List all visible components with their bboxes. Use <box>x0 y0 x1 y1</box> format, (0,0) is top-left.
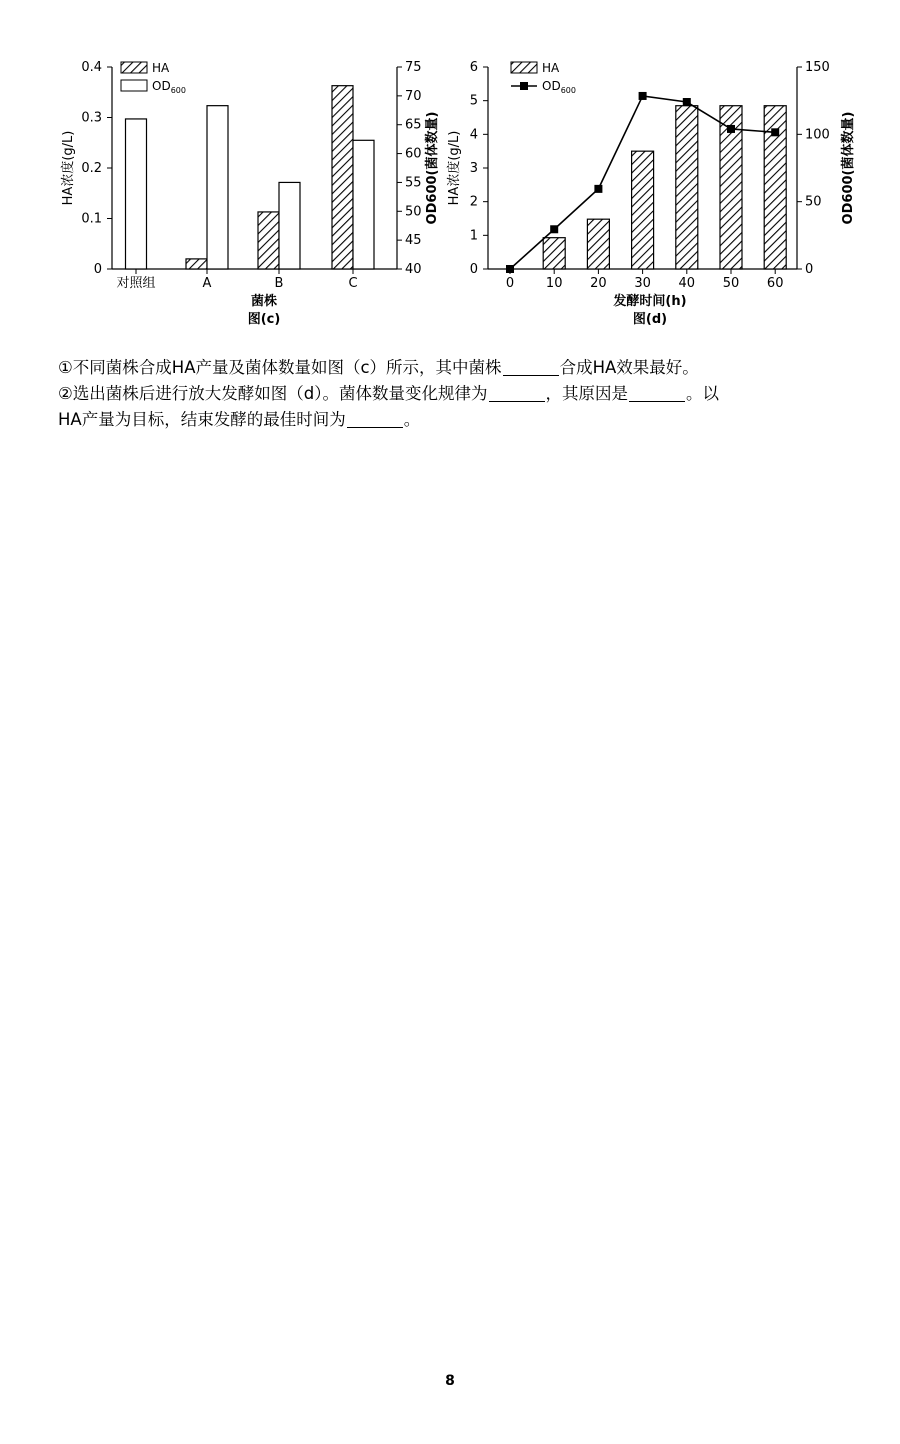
bar-ha <box>676 106 698 269</box>
legend-swatch-ha <box>121 62 147 73</box>
chart-d <box>440 50 860 340</box>
q2-text-end: 。以 <box>686 384 720 403</box>
bar-od600 <box>207 106 228 269</box>
y-tick-label-left: 0.3 <box>81 110 102 126</box>
q1-text-before: ①不同菌株合成HA产量及菌体数量如图（c）所示，其中菌株 <box>58 358 502 377</box>
x-axis-title: 发酵时间(h) <box>613 294 687 309</box>
q3-text-after: 。 <box>403 410 421 429</box>
y-tick-label-left: 4 <box>469 127 478 143</box>
y-tick-label-right: 50 <box>805 194 822 210</box>
bar-ha <box>186 259 207 269</box>
y-tick-label-right: 55 <box>405 175 422 191</box>
y-tick-label-left: 0.1 <box>81 211 102 227</box>
x-tick-label: 50 <box>722 276 740 291</box>
y-axis-title-left: HA浓度(g/L) <box>61 130 76 206</box>
y-tick-label-right: 150 <box>805 60 830 75</box>
legend-label-ha: HA <box>542 61 560 75</box>
chart-c-svg <box>0 50 450 340</box>
bar-ha <box>632 151 654 269</box>
bar-ha <box>587 219 609 269</box>
page-number: 8 <box>445 1373 455 1389</box>
y-axis-title-left: HA浓度(g/L) <box>447 130 462 206</box>
chart-d-svg <box>440 50 860 340</box>
y-tick-label-right: 60 <box>405 146 422 162</box>
x-tick-label: 30 <box>634 276 651 291</box>
x-tick-label: A <box>202 276 212 291</box>
y-tick-label-right: 70 <box>405 88 422 104</box>
point-od600 <box>550 225 558 233</box>
x-tick-label: 0 <box>505 276 515 291</box>
y-tick-label-left: 6 <box>469 60 478 75</box>
y-tick-label-left: 2 <box>469 194 478 210</box>
y-tick-label-left: 1 <box>469 228 478 244</box>
question-line-2 <box>58 381 858 407</box>
x-tick-label: 20 <box>590 276 607 291</box>
answer-blank-4[interactable] <box>347 409 403 428</box>
question-text <box>58 355 858 433</box>
q2-text-before: ②选出菌株后进行放大发酵如图（d）。菌体数量变化规律为 <box>58 384 488 403</box>
y-tick-label-right: 40 <box>405 262 422 277</box>
legend-label-od600: $OD_{600}$ <box>542 79 576 95</box>
legend-swatch-od600-marker <box>520 82 528 90</box>
x-tick-label: 60 <box>766 276 784 291</box>
bar-od600 <box>353 140 374 269</box>
y-tick-label-right: 50 <box>405 204 422 220</box>
point-od600 <box>594 185 602 193</box>
chart-c <box>0 50 450 340</box>
y-tick-label-left: 0.2 <box>81 161 102 176</box>
y-tick-label-right: 0 <box>805 262 814 277</box>
x-tick-label: 10 <box>545 276 563 291</box>
chart-caption: 图(c) <box>247 312 281 327</box>
point-od600 <box>683 98 691 106</box>
x-tick-label: C <box>348 276 358 291</box>
x-tick-label: 40 <box>678 276 696 291</box>
point-od600 <box>639 92 647 100</box>
point-od600 <box>771 128 779 136</box>
question-line-1 <box>58 355 858 381</box>
y-tick-label-right: 75 <box>405 60 422 75</box>
answer-blank-3[interactable] <box>629 383 685 402</box>
y-tick-label-left: 5 <box>469 93 478 109</box>
legend-label-od600-sub: 600 <box>170 86 186 95</box>
y-axis-title-right: OD600(菌体数量) <box>841 111 856 225</box>
x-tick-label: B <box>274 276 284 291</box>
point-od600 <box>727 125 735 133</box>
question-line-3 <box>58 407 858 433</box>
y-tick-label-left: 3 <box>469 161 478 176</box>
legend-swatch-od600 <box>121 80 147 91</box>
legend-swatch-ha <box>511 62 537 73</box>
answer-blank-1[interactable] <box>503 357 559 376</box>
y-tick-label-right: 65 <box>405 117 422 133</box>
y-tick-label-left: 0 <box>469 262 478 277</box>
chart-caption: 图(d) <box>632 312 668 327</box>
bar-od600 <box>126 119 147 269</box>
bar-ha <box>543 238 565 269</box>
bar-ha <box>258 212 279 269</box>
legend-label-ha: HA <box>152 61 170 75</box>
y-axis-title-right: OD600(菌体数量) <box>425 111 440 225</box>
legend-label-od600-sub: 600 <box>560 86 576 95</box>
point-od600 <box>506 265 514 273</box>
answer-blank-2[interactable] <box>489 383 545 402</box>
legend-label-od600: $OD_{600}$ <box>152 79 186 95</box>
y-tick-label-right: 45 <box>405 233 422 249</box>
x-tick-label: 对照组 <box>116 276 156 291</box>
q2-text-mid: ，其原因是 <box>545 384 629 403</box>
bar-od600 <box>279 182 300 269</box>
y-tick-label-left: 0 <box>93 262 102 277</box>
q3-text-before: HA产量为目标，结束发酵的最佳时间为 <box>58 410 346 429</box>
x-axis-title: 菌株 <box>250 294 278 309</box>
y-tick-label-right: 100 <box>805 127 830 143</box>
q1-text-after: 合成HA效果最好。 <box>559 358 699 377</box>
bar-ha <box>332 86 353 269</box>
y-tick-label-left: 0.4 <box>81 60 102 75</box>
